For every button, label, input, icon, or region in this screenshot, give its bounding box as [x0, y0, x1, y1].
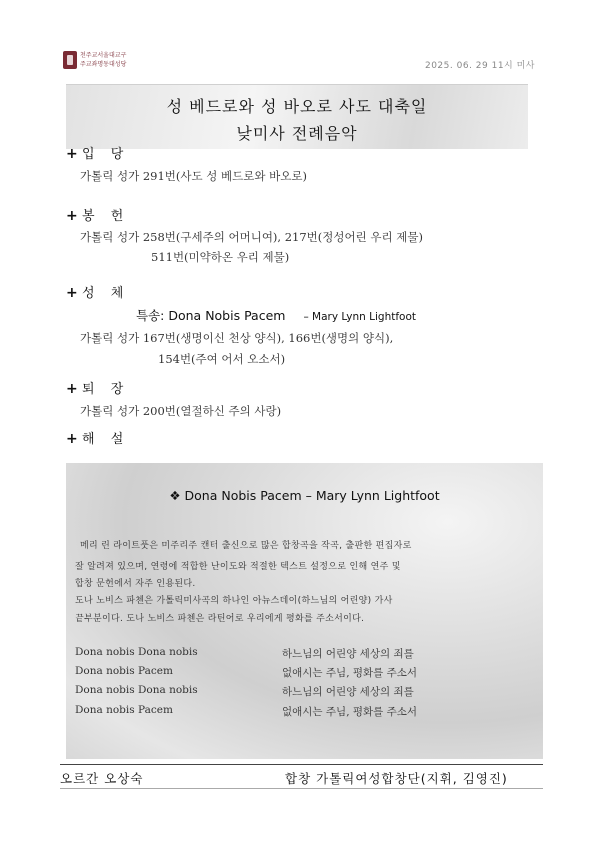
recessional-hymn: 가톨릭 성가 200번(열절하신 주의 사랑) [80, 404, 282, 418]
special-song [136, 306, 416, 324]
commentary-text: 메리 린 라이트풋은 미주리주 캔터 출신으로 많은 합창곡을 작곡, 출판한 편집자로 [80, 541, 412, 551]
section-communion-heading [66, 282, 129, 301]
section-offertory-heading [66, 205, 129, 224]
lyric-korean: 없애시는 주님, 평화를 주소서 [282, 706, 418, 718]
offertory-hymn-line2: 511번(미약하온 우리 제물) [151, 250, 290, 264]
lyric-latin: Dona nobis Dona nobis [75, 646, 198, 658]
plus-icon: + [66, 285, 78, 301]
mass-date: 2025. 06. 29 11시 미사 [424, 61, 535, 71]
lyric-korean: 하느님의 어린양 세상의 죄를 [282, 648, 414, 660]
organist-credit: 오르간 오상숙 [60, 771, 144, 786]
section-label: 봉 헌 [82, 209, 130, 224]
lyric-latin: Dona nobis Pacem [75, 665, 173, 677]
lyric-korean: 하느님의 어린양 세상의 죄를 [282, 686, 414, 698]
lyric-korean: 없애시는 주님, 평화를 주소서 [282, 667, 418, 679]
logo-text-line1: 천주교서울대교구 [80, 52, 127, 59]
communion-hymn-line1: 가톨릭 성가 167번(생명이신 천상 양식), 166번(생명의 양식), [80, 331, 394, 345]
commentary-text: 끝부분이다. 도나 노비스 파첸은 라틴어로 우리에게 평화를 주소서이다. [75, 614, 365, 624]
footer-bottom-rule [60, 788, 543, 789]
entrance-hymn: 가톨릭 성가 291번(사도 성 베드로와 바오로) [80, 169, 307, 183]
plus-icon: + [66, 146, 78, 162]
section-label: 성 체 [82, 286, 130, 301]
commentary-text: 도나 노비스 파첸은 가톨릭미사곡의 하나인 아뉴스데이(하느님의 어린양) 가사 [75, 596, 393, 606]
special-song-composer: – Mary Lynn Lightfoot [303, 311, 417, 323]
commentary-text: 합창 문헌에서 자주 인용된다. [75, 579, 196, 589]
footer-divider [60, 764, 543, 765]
lyric-latin: Dona nobis Pacem [75, 704, 173, 716]
church-emblem-icon [63, 51, 77, 69]
page-subtitle: 낮미사 전례음악 [236, 124, 358, 143]
commentary-text: 잘 알려져 있으며, 연령에 적합한 난이도와 적절한 텍스트 설정으로 인해 연주 및 [75, 562, 401, 572]
lyric-latin: Dona nobis Dona nobis [75, 684, 198, 696]
choir-credit: 합창 가톨릭여성합창단(지휘, 김영진) [285, 771, 508, 786]
commentary-title: ❖ Dona Nobis Pacem – Mary Lynn Lightfoot [169, 488, 440, 503]
offertory-hymn-line1: 가톨릭 성가 258번(구세주의 어머니여), 217번(정성어린 우리 제물) [80, 230, 423, 244]
special-song-title: Dona Nobis Pacem [168, 308, 286, 323]
section-label: 해 설 [82, 432, 130, 447]
section-label: 퇴 장 [82, 382, 130, 397]
section-commentary-heading [66, 428, 129, 447]
page-title: 성 베드로와 성 바오로 사도 대축일 [166, 97, 428, 116]
church-logo [63, 51, 145, 71]
plus-icon: + [66, 431, 78, 447]
section-recessional-heading [66, 378, 129, 397]
section-label: 입 당 [82, 147, 130, 162]
logo-text-line2: 주교좌명동대성당 [80, 61, 127, 68]
special-song-label: 특송: [136, 308, 165, 323]
plus-icon: + [66, 208, 78, 224]
communion-hymn-line2: 154번(주여 어서 오소서) [158, 352, 286, 366]
plus-icon: + [66, 381, 78, 397]
section-entrance-heading [66, 143, 129, 162]
